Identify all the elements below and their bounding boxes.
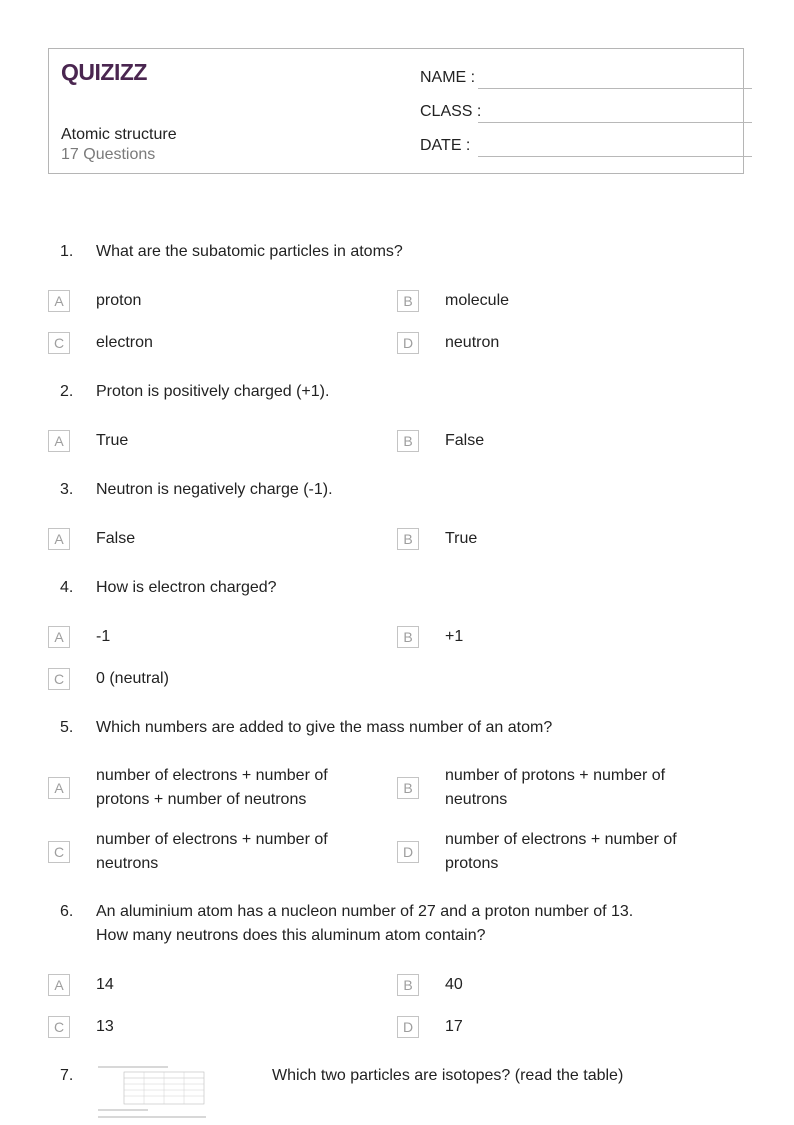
option-5b[interactable] <box>397 764 727 812</box>
option-letter: D <box>397 1016 419 1038</box>
option-text: electron <box>96 334 153 351</box>
date-line[interactable] <box>478 156 752 157</box>
worksheet-header <box>48 48 744 174</box>
option-letter: C <box>48 668 70 690</box>
question-number: 4. <box>60 579 74 596</box>
option-6c[interactable] <box>48 1015 378 1039</box>
option-letter: A <box>48 290 70 312</box>
option-letter: A <box>48 430 70 452</box>
option-text: number of protons + number of neutrons <box>445 767 666 808</box>
option-letter: B <box>397 290 419 312</box>
option-text: number of electrons + number of neutrons <box>96 831 328 872</box>
option-letter: C <box>48 332 70 354</box>
question-text: What are the subatomic particles in atoms? <box>96 243 403 260</box>
question-7-number <box>48 1064 72 1088</box>
quizizz-logo <box>61 59 151 92</box>
date-label: DATE : <box>420 137 471 154</box>
class-label: CLASS : <box>420 103 482 120</box>
option-letter: B <box>397 430 419 452</box>
option-text: 14 <box>96 976 114 993</box>
option-text: True <box>96 432 129 449</box>
question-count: 17 Questions <box>61 146 156 163</box>
option-6d[interactable] <box>397 1015 727 1039</box>
option-text: -1 <box>96 628 111 645</box>
option-letter: B <box>397 626 419 648</box>
question-text: Which numbers are added to give the mass number of an atom? <box>96 719 553 736</box>
option-letter: B <box>397 777 419 799</box>
option-text: False <box>96 530 136 547</box>
option-3a[interactable] <box>48 527 378 551</box>
class-field[interactable] <box>420 103 740 127</box>
question-text: Neutron is negatively charge (-1). <box>96 481 333 498</box>
table-image-icon <box>96 1064 208 1120</box>
option-4a[interactable] <box>48 625 378 649</box>
option-5c[interactable] <box>48 828 378 876</box>
name-label: NAME : <box>420 69 476 86</box>
question-number: 3. <box>60 481 74 498</box>
option-letter: D <box>397 841 419 863</box>
option-6a[interactable] <box>48 973 378 997</box>
option-letter: A <box>48 528 70 550</box>
option-letter: B <box>397 974 419 996</box>
option-4c[interactable] <box>48 667 378 691</box>
question-text: Proton is positively charged (+1). <box>96 383 330 400</box>
option-text: 0 (neutral) <box>96 670 169 687</box>
option-text: 13 <box>96 1018 114 1035</box>
option-text: proton <box>96 292 142 309</box>
option-letter: C <box>48 841 70 863</box>
option-letter: A <box>48 777 70 799</box>
option-3b[interactable] <box>397 527 727 551</box>
option-2a[interactable] <box>48 429 378 453</box>
question-number: 5. <box>60 719 74 736</box>
option-4b[interactable] <box>397 625 727 649</box>
worksheet-title: Atomic structure <box>61 126 177 143</box>
question-text: Which two particles are isotopes? (read the table) <box>272 1067 624 1084</box>
option-1a[interactable] <box>48 289 378 313</box>
option-text: 17 <box>445 1018 463 1035</box>
question-3 <box>48 478 748 502</box>
option-letter: C <box>48 1016 70 1038</box>
question-number: 2. <box>60 383 74 400</box>
option-text: number of electrons + number of protons + number of neutrons <box>96 767 328 808</box>
date-field[interactable] <box>420 137 740 161</box>
option-text: +1 <box>445 628 464 645</box>
option-5a[interactable] <box>48 764 378 812</box>
question-5 <box>48 716 748 740</box>
option-letter: D <box>397 332 419 354</box>
option-text: molecule <box>445 292 510 309</box>
option-2b[interactable] <box>397 429 727 453</box>
option-text: False <box>445 432 485 449</box>
question-number: 7. <box>60 1067 74 1084</box>
option-text: True <box>445 530 478 547</box>
question-1 <box>48 240 748 264</box>
name-line[interactable] <box>478 88 752 89</box>
question-6 <box>48 900 748 948</box>
option-1b[interactable] <box>397 289 727 313</box>
option-6b[interactable] <box>397 973 727 997</box>
svg-text:QUIZIZZ: QUIZIZZ <box>61 59 147 85</box>
option-letter: A <box>48 626 70 648</box>
quizizz-logo-icon <box>61 59 151 85</box>
option-5d[interactable] <box>397 828 727 876</box>
question-4 <box>48 576 748 600</box>
option-1d[interactable] <box>397 331 727 355</box>
question-text: An aluminium atom has a nucleon number of 27 and a proton number of 13. How many neutrons does this aluminum atom contain? <box>96 903 634 944</box>
option-text: 40 <box>445 976 463 993</box>
option-text: neutron <box>445 334 500 351</box>
name-field[interactable] <box>420 69 740 93</box>
question-7 <box>272 1064 732 1088</box>
option-letter: B <box>397 528 419 550</box>
question-text: How is electron charged? <box>96 579 277 596</box>
isotope-table-image <box>96 1064 208 1120</box>
option-letter: A <box>48 974 70 996</box>
question-number: 1. <box>60 243 74 260</box>
option-text: number of electrons + number of protons <box>445 831 677 872</box>
class-line[interactable] <box>478 122 752 123</box>
question-2 <box>48 380 748 404</box>
option-1c[interactable] <box>48 331 378 355</box>
question-number: 6. <box>60 903 74 920</box>
